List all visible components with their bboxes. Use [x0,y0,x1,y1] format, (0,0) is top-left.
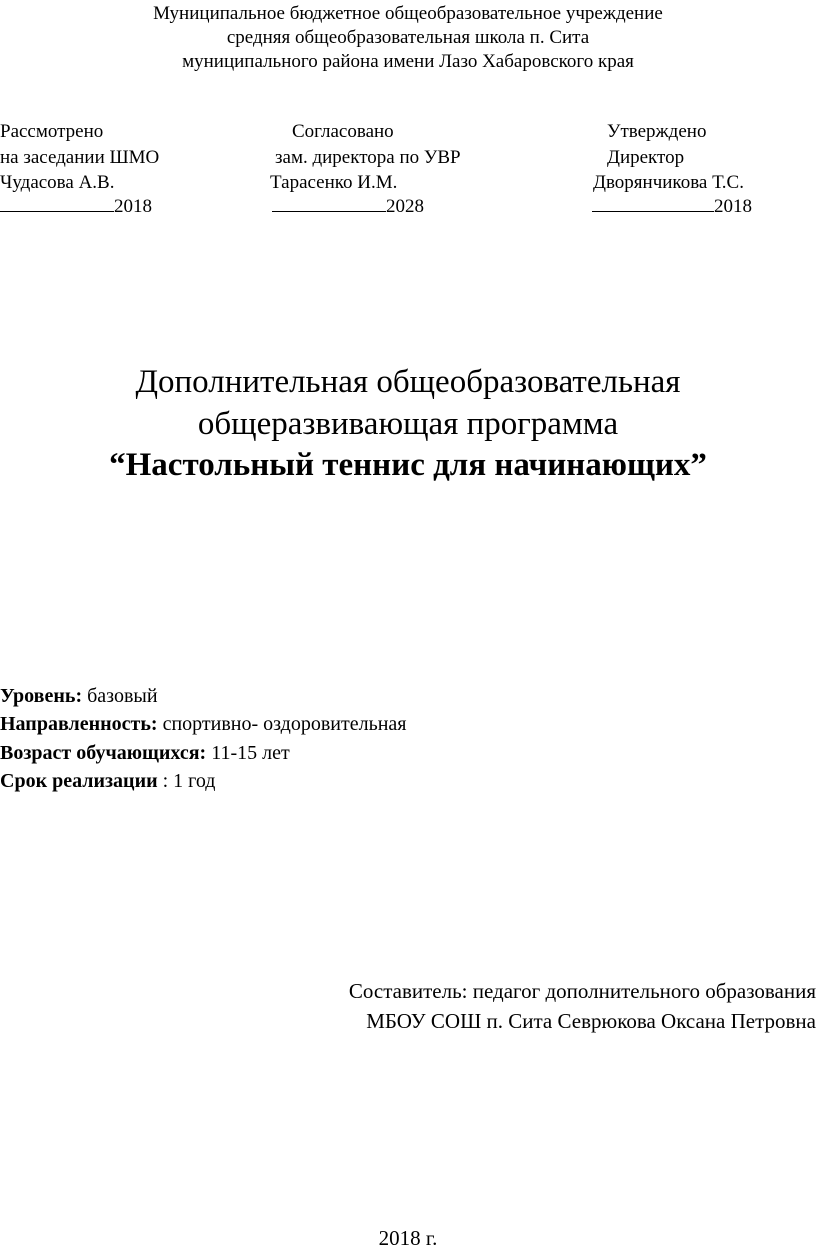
info-level-label: Уровень: [0,685,83,707]
approval-status: Согласовано [292,121,394,142]
approval-role: зам. директора по УВР [275,147,461,168]
signature-blank [0,197,114,212]
institution-name-line-2: средняя общеобразовательная школа п. Сита [226,27,590,48]
approval-year: 2018 [114,196,152,217]
footer-year: 2018 г. [378,1226,438,1250]
info-level-value: базовый [82,685,158,707]
approval-year: 2018 [714,196,752,217]
institution-name-line-3: муниципального района имени Лазо Хабаровского края [182,51,634,72]
info-direction-value: спортивно- оздоровительная [157,713,407,735]
signature-blank [272,197,386,212]
approval-name: Дворянчикова Т.С. [593,172,744,193]
approval-name: Чудасова А.В. [0,172,115,193]
approval-year: 2028 [386,196,424,217]
approval-role: Директор [607,147,685,168]
compiler-line-1: Составитель: педагог дополнительного образования [348,979,816,1003]
info-term-label: Срок реализации [0,770,158,792]
signature-line [0,196,152,218]
signature-line [272,196,424,218]
info-age [0,740,290,766]
signature-blank [592,197,714,212]
approval-status: Рассмотрено [0,121,104,142]
info-term-value: : 1 год [157,770,216,792]
approval-status: Утверждено [607,121,707,142]
info-direction [0,711,407,737]
compiler-line-2: МБОУ СОШ п. Сита Севрюкова Оксана Петровна [366,1009,816,1033]
approval-role: на заседании ШМО [0,147,160,168]
institution-name-line-1: Муниципальное бюджетное общеобразовательное учреждение [153,3,663,24]
info-age-value: 11-15 лет [206,742,290,764]
info-direction-label: Направленность: [0,713,158,735]
approval-name: Тарасенко И.М. [270,172,398,193]
program-name: “Настольный теннис для начинающих” [109,447,707,483]
info-term [0,768,216,794]
info-level [0,683,158,709]
info-age-label: Возраст обучающихся: [0,742,207,764]
program-title-line-1: Дополнительная общеобразовательная [135,364,681,400]
program-title-line-2: общеразвивающая программа [197,406,619,442]
signature-line [592,196,752,218]
